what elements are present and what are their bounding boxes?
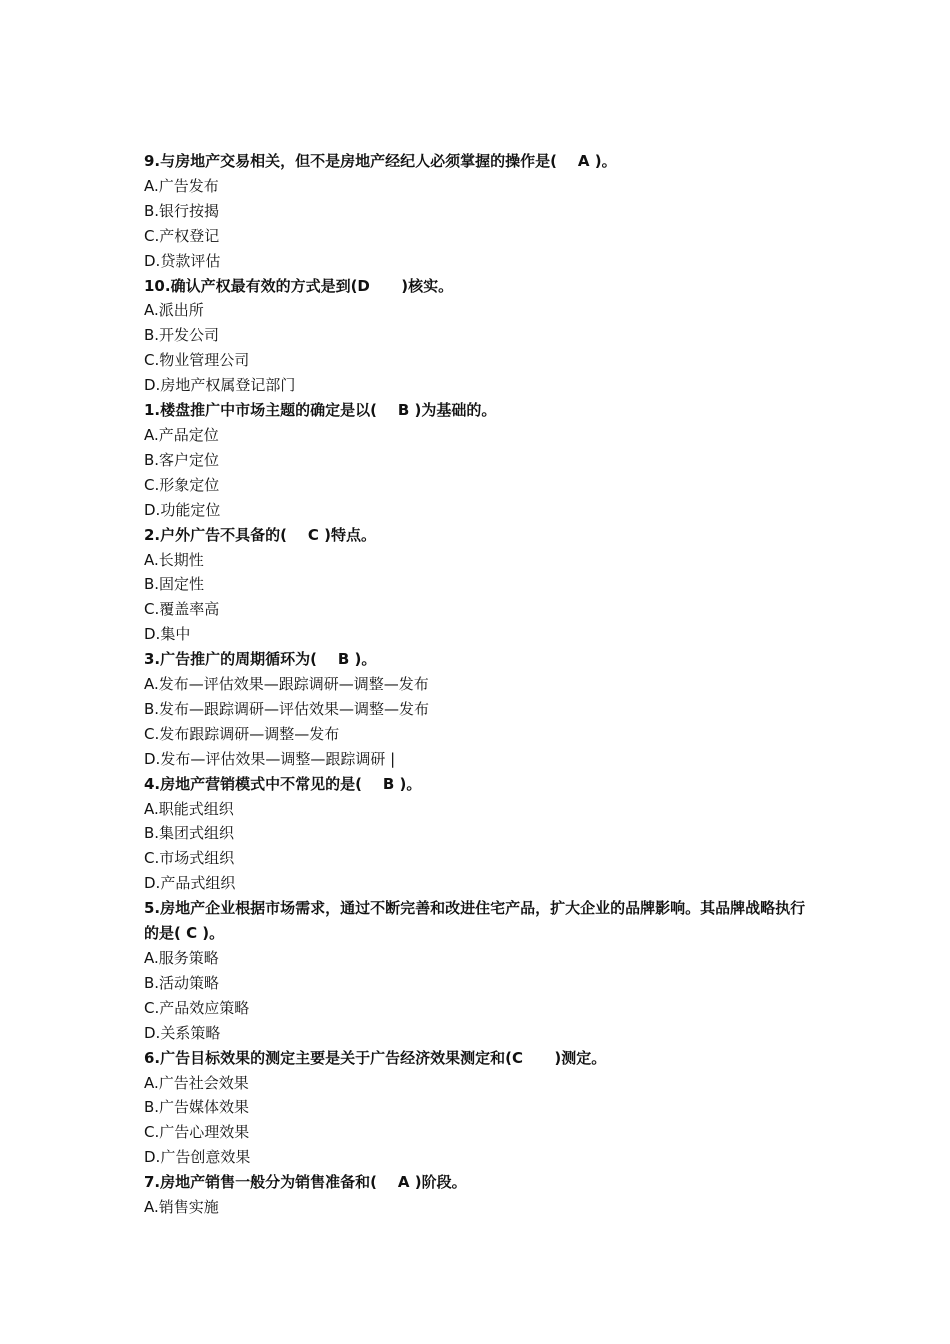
- option-c: C.市场式组织: [144, 849, 235, 868]
- option-c: C.广告心理效果: [144, 1123, 250, 1142]
- option-b: B.广告媒体效果: [144, 1098, 250, 1117]
- option-d: D.发布—评估效果—调整—跟踪调研 |: [144, 749, 396, 768]
- option-a: A.广告发布: [144, 176, 219, 195]
- option-c: C.覆盖率高: [144, 600, 220, 619]
- question-text: 7.房地产销售一般分为销售准备和( A )阶段。: [144, 1173, 467, 1192]
- option-a: A.服务策略: [144, 949, 219, 967]
- option-d: D.贷款评估: [144, 251, 221, 270]
- question-block-10: [144, 274, 824, 399]
- option-c: C.发布跟踪调研—调整—发布: [144, 724, 340, 743]
- option-a: A.派出所: [144, 301, 204, 320]
- option-b: B.发布—跟踪调研—评估效果—调整—发布: [144, 699, 430, 718]
- question-text: 9.与房地产交易相关，但不是房地产经纪人必须掌握的操作是( A )。: [144, 152, 617, 170]
- option-b: B.客户定位: [144, 450, 220, 469]
- question-block-3: [144, 647, 824, 772]
- option-a: A.职能式组织: [144, 799, 234, 818]
- option-a: A.销售实施: [144, 1198, 219, 1217]
- question-text: 5.房地产企业根据市场需求，通过不断完善和改进住宅产品，扩大企业的品牌影响。其品牌战略执行的是( C )。: [144, 899, 806, 943]
- question-block-6: [144, 1046, 824, 1171]
- option-d: D.产品式组织: [144, 874, 236, 893]
- option-b: B.活动策略: [144, 973, 220, 992]
- question-block-1: [144, 398, 824, 523]
- option-c: C.产权登记: [144, 226, 220, 245]
- option-c: C.形象定位: [144, 475, 220, 494]
- question-block-9: [144, 149, 824, 274]
- option-a: A.长期性: [144, 550, 204, 569]
- question-block-5: [144, 896, 824, 1045]
- question-text: 3.广告推广的周期循环为( B )。: [144, 650, 377, 669]
- option-b: B.集团式组织: [144, 824, 235, 843]
- question-list: [144, 149, 824, 1220]
- option-a: A.产品定位: [144, 425, 219, 444]
- option-d: D.集中: [144, 625, 191, 644]
- option-b: B.开发公司: [144, 326, 220, 345]
- option-d: D.功能定位: [144, 500, 221, 519]
- option-c: C.产品效应策略: [144, 998, 250, 1017]
- option-b: B.银行按揭: [144, 201, 220, 220]
- question-text: 4.房地产营销模式中不常见的是( B )。: [144, 774, 422, 793]
- option-d: D.关系策略: [144, 1023, 221, 1042]
- question-text: 6.广告目标效果的测定主要是关于广告经济效果测定和(C )测定。: [144, 1048, 607, 1067]
- option-d: D.房地产权属登记部门: [144, 376, 296, 395]
- question-text: 10.确认产权最有效的方式是到(D )核实。: [144, 276, 454, 295]
- question-block-7: [144, 1170, 824, 1220]
- question-block-2: [144, 523, 824, 648]
- option-b: B.固定性: [144, 575, 205, 594]
- question-text: 1.楼盘推广中市场主题的确定是以( B )为基础的。: [144, 401, 497, 420]
- option-d: D.广告创意效果: [144, 1148, 251, 1167]
- option-a: A.发布—评估效果—跟踪调研—调整—发布: [144, 675, 429, 694]
- option-a: A.广告社会效果: [144, 1073, 249, 1092]
- option-c: C.物业管理公司: [144, 351, 250, 370]
- question-text: 2.户外广告不具备的( C )特点。: [144, 525, 376, 544]
- question-block-4: [144, 772, 824, 897]
